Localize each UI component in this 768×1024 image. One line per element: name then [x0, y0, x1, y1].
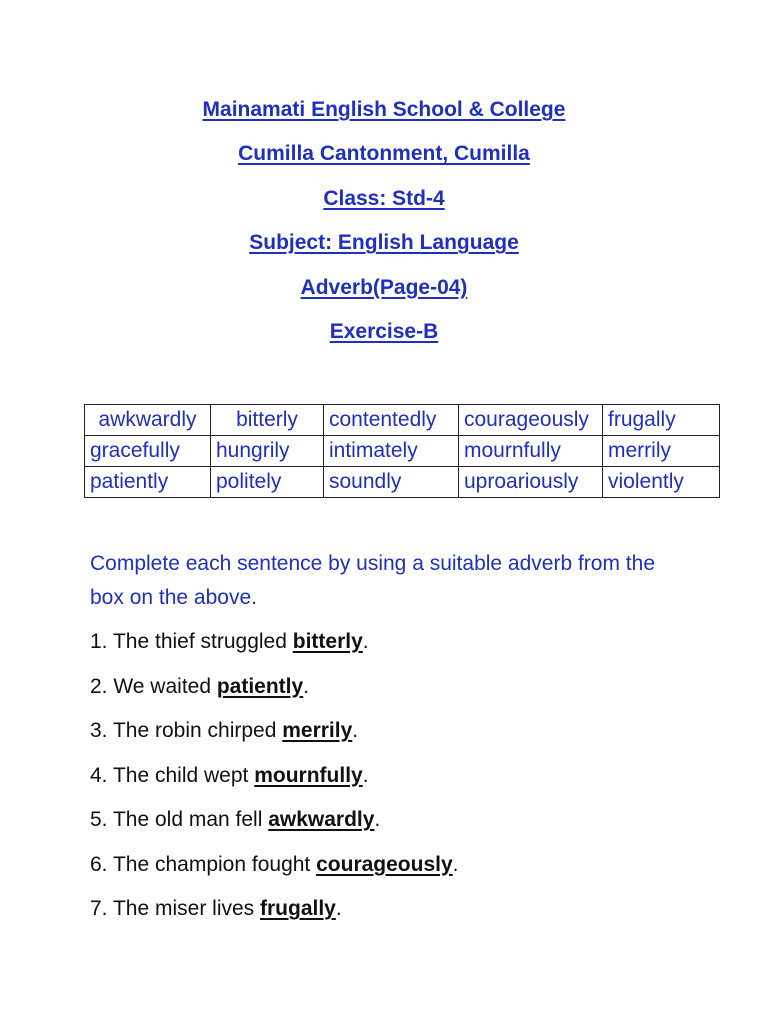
sentence-text: 1. The thief struggled [90, 630, 293, 653]
sentence-answer: patiently [216, 674, 304, 698]
word-cell: mournfully [459, 436, 603, 467]
exercise-label: Exercise-B [329, 319, 439, 343]
sentence-answer: bitterly [292, 630, 363, 653]
class-label: Class: Std-4 [323, 186, 445, 210]
word-cell: patiently [85, 467, 211, 498]
exercise-instruction: Complete each sentence by using a suitable adverb from the box on the above. [90, 552, 656, 609]
sentence-item [90, 849, 710, 894]
sentence-end: . [303, 674, 310, 698]
sentence-end: . [335, 897, 342, 920]
sentence-text: 2. We waited [90, 674, 217, 698]
topic-label: Adverb(Page-04) [300, 275, 468, 299]
word-cell: soundly [324, 467, 459, 498]
adverb-word-box [84, 404, 720, 498]
word-cell: frugally [603, 405, 720, 436]
sentence-text: 5. The old man fell [90, 808, 269, 831]
sentence-text: 6. The champion fought [90, 852, 317, 876]
sentence-text: 4. The child wept [90, 763, 255, 787]
sentence-answer: merrily [282, 719, 353, 742]
sentence-answer: courageously [316, 852, 453, 876]
sentence-text: 3. The robin chirped [90, 719, 283, 742]
word-row [85, 436, 720, 467]
sentence-end: . [362, 763, 369, 787]
sentence-item [90, 893, 710, 938]
sentence-answer: mournfully [254, 763, 363, 787]
worksheet-header [0, 94, 768, 360]
sentence-end: . [362, 630, 369, 653]
sentence-answer: awkwardly [268, 808, 375, 831]
word-cell: politely [211, 467, 324, 498]
word-cell: gracefully [85, 436, 211, 467]
word-cell: courageously [459, 405, 603, 436]
sentence-text: 7. The miser lives [90, 897, 260, 920]
word-cell: contentedly [324, 405, 459, 436]
sentence-item [90, 626, 710, 671]
word-cell: hungrily [211, 436, 324, 467]
sentence-item [90, 715, 710, 760]
sentence-end: . [374, 808, 381, 831]
sentence-answer: frugally [260, 897, 336, 920]
word-cell: violently [603, 467, 720, 498]
sentence-list [90, 626, 710, 938]
word-row [85, 405, 720, 436]
word-cell: intimately [324, 436, 459, 467]
word-cell: bitterly [211, 405, 324, 436]
word-cell: awkwardly [85, 405, 211, 436]
sentence-item [90, 671, 710, 716]
sentence-item [90, 760, 710, 805]
sentence-end: . [452, 852, 459, 876]
sentence-end: . [352, 719, 359, 742]
sentence-item [90, 804, 710, 849]
school-name: Mainamati English School & College [202, 98, 566, 121]
school-location: Cumilla Cantonment, Cumilla [238, 142, 530, 166]
subject-label: Subject: English Language [249, 231, 519, 255]
word-row [85, 467, 720, 498]
word-cell: uproariously [459, 467, 603, 498]
word-cell: merrily [603, 436, 720, 467]
